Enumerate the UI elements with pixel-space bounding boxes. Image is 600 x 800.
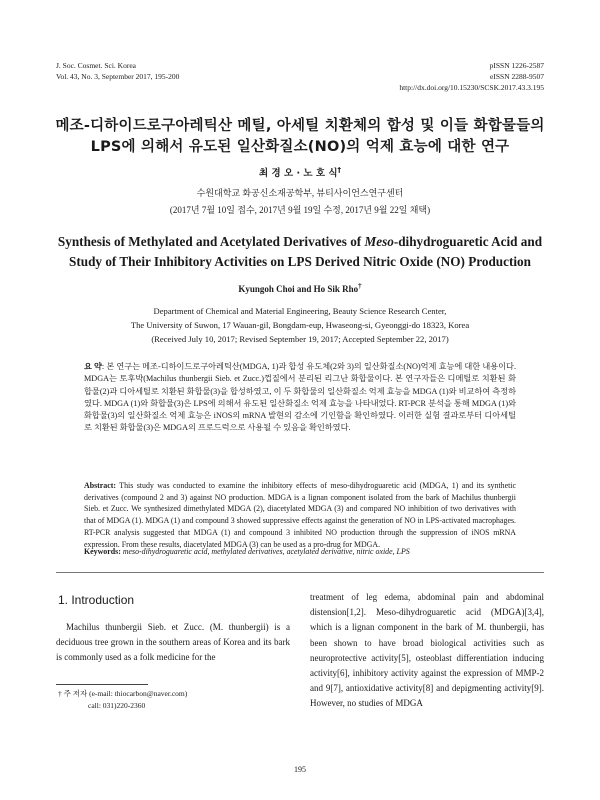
korean-title: 메조-디하이드로구아레틱산 메틸, 아세틸 치환체의 합성 및 이들 화합물들의 LPS에 의해서 유도된 일산화질소(NO)의 억제 효능에 대한 연구 bbox=[55, 118, 545, 155]
korean-abstract: 요 약: 본 연구는 메조-디하이드로구아레틱산(MDGA, 1)과 합성 유도체(2와 3)의 일산화질소(NO)억제 효능에 대한 내용이다. MDGA는 토후박(Machilus thunbergii Sieb. et Zucc.)껍질에서 분리된 리그난 화합물이다. 본 연구자들은 디메틸로 치환된 화합물(2)과 디아세틸로 치환된 화합물(3)을 합성하였고, 이 두 화합물의 일산화질소 억제 효능을 MDGA (1)와 비교하여 측정하였다. MDGA (1)와 화합물(3)은 LPS에 의해서 유도된 일산화질소 억제 효능을 나타내었다. RT-PCR 분석을 통해 MDGA (1)와 화합물(3)의 일산화질소 억제 효능은 iNOS의 mRNA 발현의 감소에 기인함을 확인하였다. 이러한 실험 결과로부터 디아세틸로 치환된 화합물(3)은 MDGA의 프로드럭으로 사용될 수 있음을 확인하였다. bbox=[84, 362, 516, 433]
keywords bbox=[84, 546, 516, 557]
section-divider bbox=[56, 572, 544, 573]
eissn: eISSN 2288-9507 bbox=[490, 72, 544, 81]
journal-name: J. Soc. Cosmet. Sci. Korea bbox=[56, 61, 136, 70]
intro-left-column: Machilus thunbergii Sieb. et Zucc. (M. thunbergii) is a deciduous tree grown in the southern areas of Korea and its bark is commonly used as a folk medicine for the bbox=[56, 622, 290, 663]
footnote-phone: call: 031)220-2360 bbox=[88, 701, 146, 710]
corresponding-mark: † bbox=[358, 282, 362, 290]
journal-header-right bbox=[399, 60, 544, 93]
english-authors: Kyungoh Choi and Ho Sik Rho† bbox=[238, 282, 362, 294]
english-dates: (Received July 10, 2017; Revised September 19, 2017; Accepted September 22, 2017) bbox=[151, 334, 449, 344]
footnote-divider bbox=[56, 684, 148, 685]
journal-volume: Vol. 43, No. 3, September 2017, 195-200 bbox=[56, 72, 180, 81]
english-title: Synthesis of Methylated and Acetylated Derivatives of Meso-dihydroguaretic Acid and Study of Their Inhibitory Activities on LPS Derived Nitric Oxide (NO) Production bbox=[57, 234, 543, 269]
english-abstract bbox=[84, 480, 516, 550]
english-abstract-label: Abstract: bbox=[84, 481, 116, 490]
page-number: 195 bbox=[294, 765, 306, 774]
korean-authors: 최 경 오 · 노 호 식† bbox=[258, 165, 341, 179]
korean-abstract-text: 본 연구는 메조-디하이드로구아레틱산(MDGA, 1)과 합성 유도체(2와 3)의 일산화질소(NO)억제 효능에 대한 내용이다. MDGA는 토후박(Machilus thunbergii Sieb. et Zucc.)껍질에서 분리된 리그난 화합물이다. 본 연구자들은 디메틸로 치환된 화합물(2)과 디아세틸로 치환된 화합물(3)을 합성하였고, 이 두 화합물의 일산화질소 억제 효능을 MDGA (1)와 비교하여 측정하였다. MDGA (1)와 화합물(3)은 LPS에 의해서 유도된 일산화질소 억제 효능을 나타내었다. RT-PCR 분석을 통해 MDGA (1)와 화합물(3)의 일산화질소 억제 효능은 iNOS의 mRNA 발현의 감소에 기인함을 확인하였다. 이러한 실험 결과로부터 디아세틸로 치환된 화합물(3)은 MDGA의 프로드럭으로 사용될 수 있음을 확인하였다. bbox=[84, 362, 516, 433]
intro-right-column: treatment of leg edema, abdominal pain and abdominal distension[1,2]. Meso-dihydroguaretic acid (MDGA)[3,4], which is a lignan component in the bark of M. thunbergii, has been shown to have broad biological activities such as neuroprotective activity[5], osteoblast differentiation inducing activity[6], inhibitory activity against the expression of MMP-2 and 9[7], antioxidative activity[8] and depigmenting activity[9]. However, no studies of MDGA bbox=[310, 592, 544, 709]
korean-abstract-label: 요 약 bbox=[84, 362, 102, 371]
journal-header-left bbox=[56, 60, 179, 82]
english-affiliation: Department of Chemical and Material Engineering, Beauty Science Research Center, The University of Suwon, 17 Wauan-gil, Bongdam-eup, Hwaseong-si, Gyeonggi-do 18323, Korea (Received July 10, 2017; Revised September 19, 2017; Accepted September 22, 2017) bbox=[40, 304, 560, 346]
korean-dates: (2017년 7월 10일 접수, 2017년 9월 19일 수정, 2017년 9월 22일 채택) bbox=[169, 205, 431, 215]
doi-link[interactable]: http://dx.doi.org/10.15230/SCSK.2017.43.3.195 bbox=[399, 83, 544, 92]
korean-affiliation: 수원대학교 화공신소재공학부, 뷰티사이언스연구센터 (2017년 7월 10일 접수, 2017년 9월 19일 수정, 2017년 9월 22일 채택) bbox=[40, 186, 560, 217]
corresponding-mark: † bbox=[337, 165, 341, 174]
footnote bbox=[58, 688, 187, 712]
section-heading: 1. Introduction bbox=[58, 593, 135, 607]
keywords-label: Keywords: bbox=[84, 547, 121, 556]
footnote-email: † 주 저자 (e-mail: thiocarbon@naver.com) bbox=[58, 689, 188, 698]
keywords-text: meso-dihydroguaretic acid, methylated derivatives, acetylated derivative, nitric oxide, LPS bbox=[122, 547, 410, 556]
pissn: pISSN 1226-2587 bbox=[489, 61, 544, 70]
english-abstract-text: This study was conducted to examine the inhibitory effects of meso-dihydroguaretic acid (MDGA, 1) and its synthetic derivatives (compound 2 and 3) against NO production. MDGA is a lignan component isolated from the bark of Machilus thunbergii Sieb. et Zucc. We synthesized dimethylated MDGA (2), diacetylated MDGA (3) and compared NO inhibition of two derivatives with that of MDGA (1). MDGA (1) and compound 3 showed suppressive effects against the generation of NO in LPS-activated macrophages. RT-PCR analysis suggested that MDGA (1) and compound 3 inhibited NO production through the suppression of iNOS mRNA expression. From these results, diacetylated MDGA (3) can be used as a pro-drug for MDGA. bbox=[84, 481, 516, 549]
